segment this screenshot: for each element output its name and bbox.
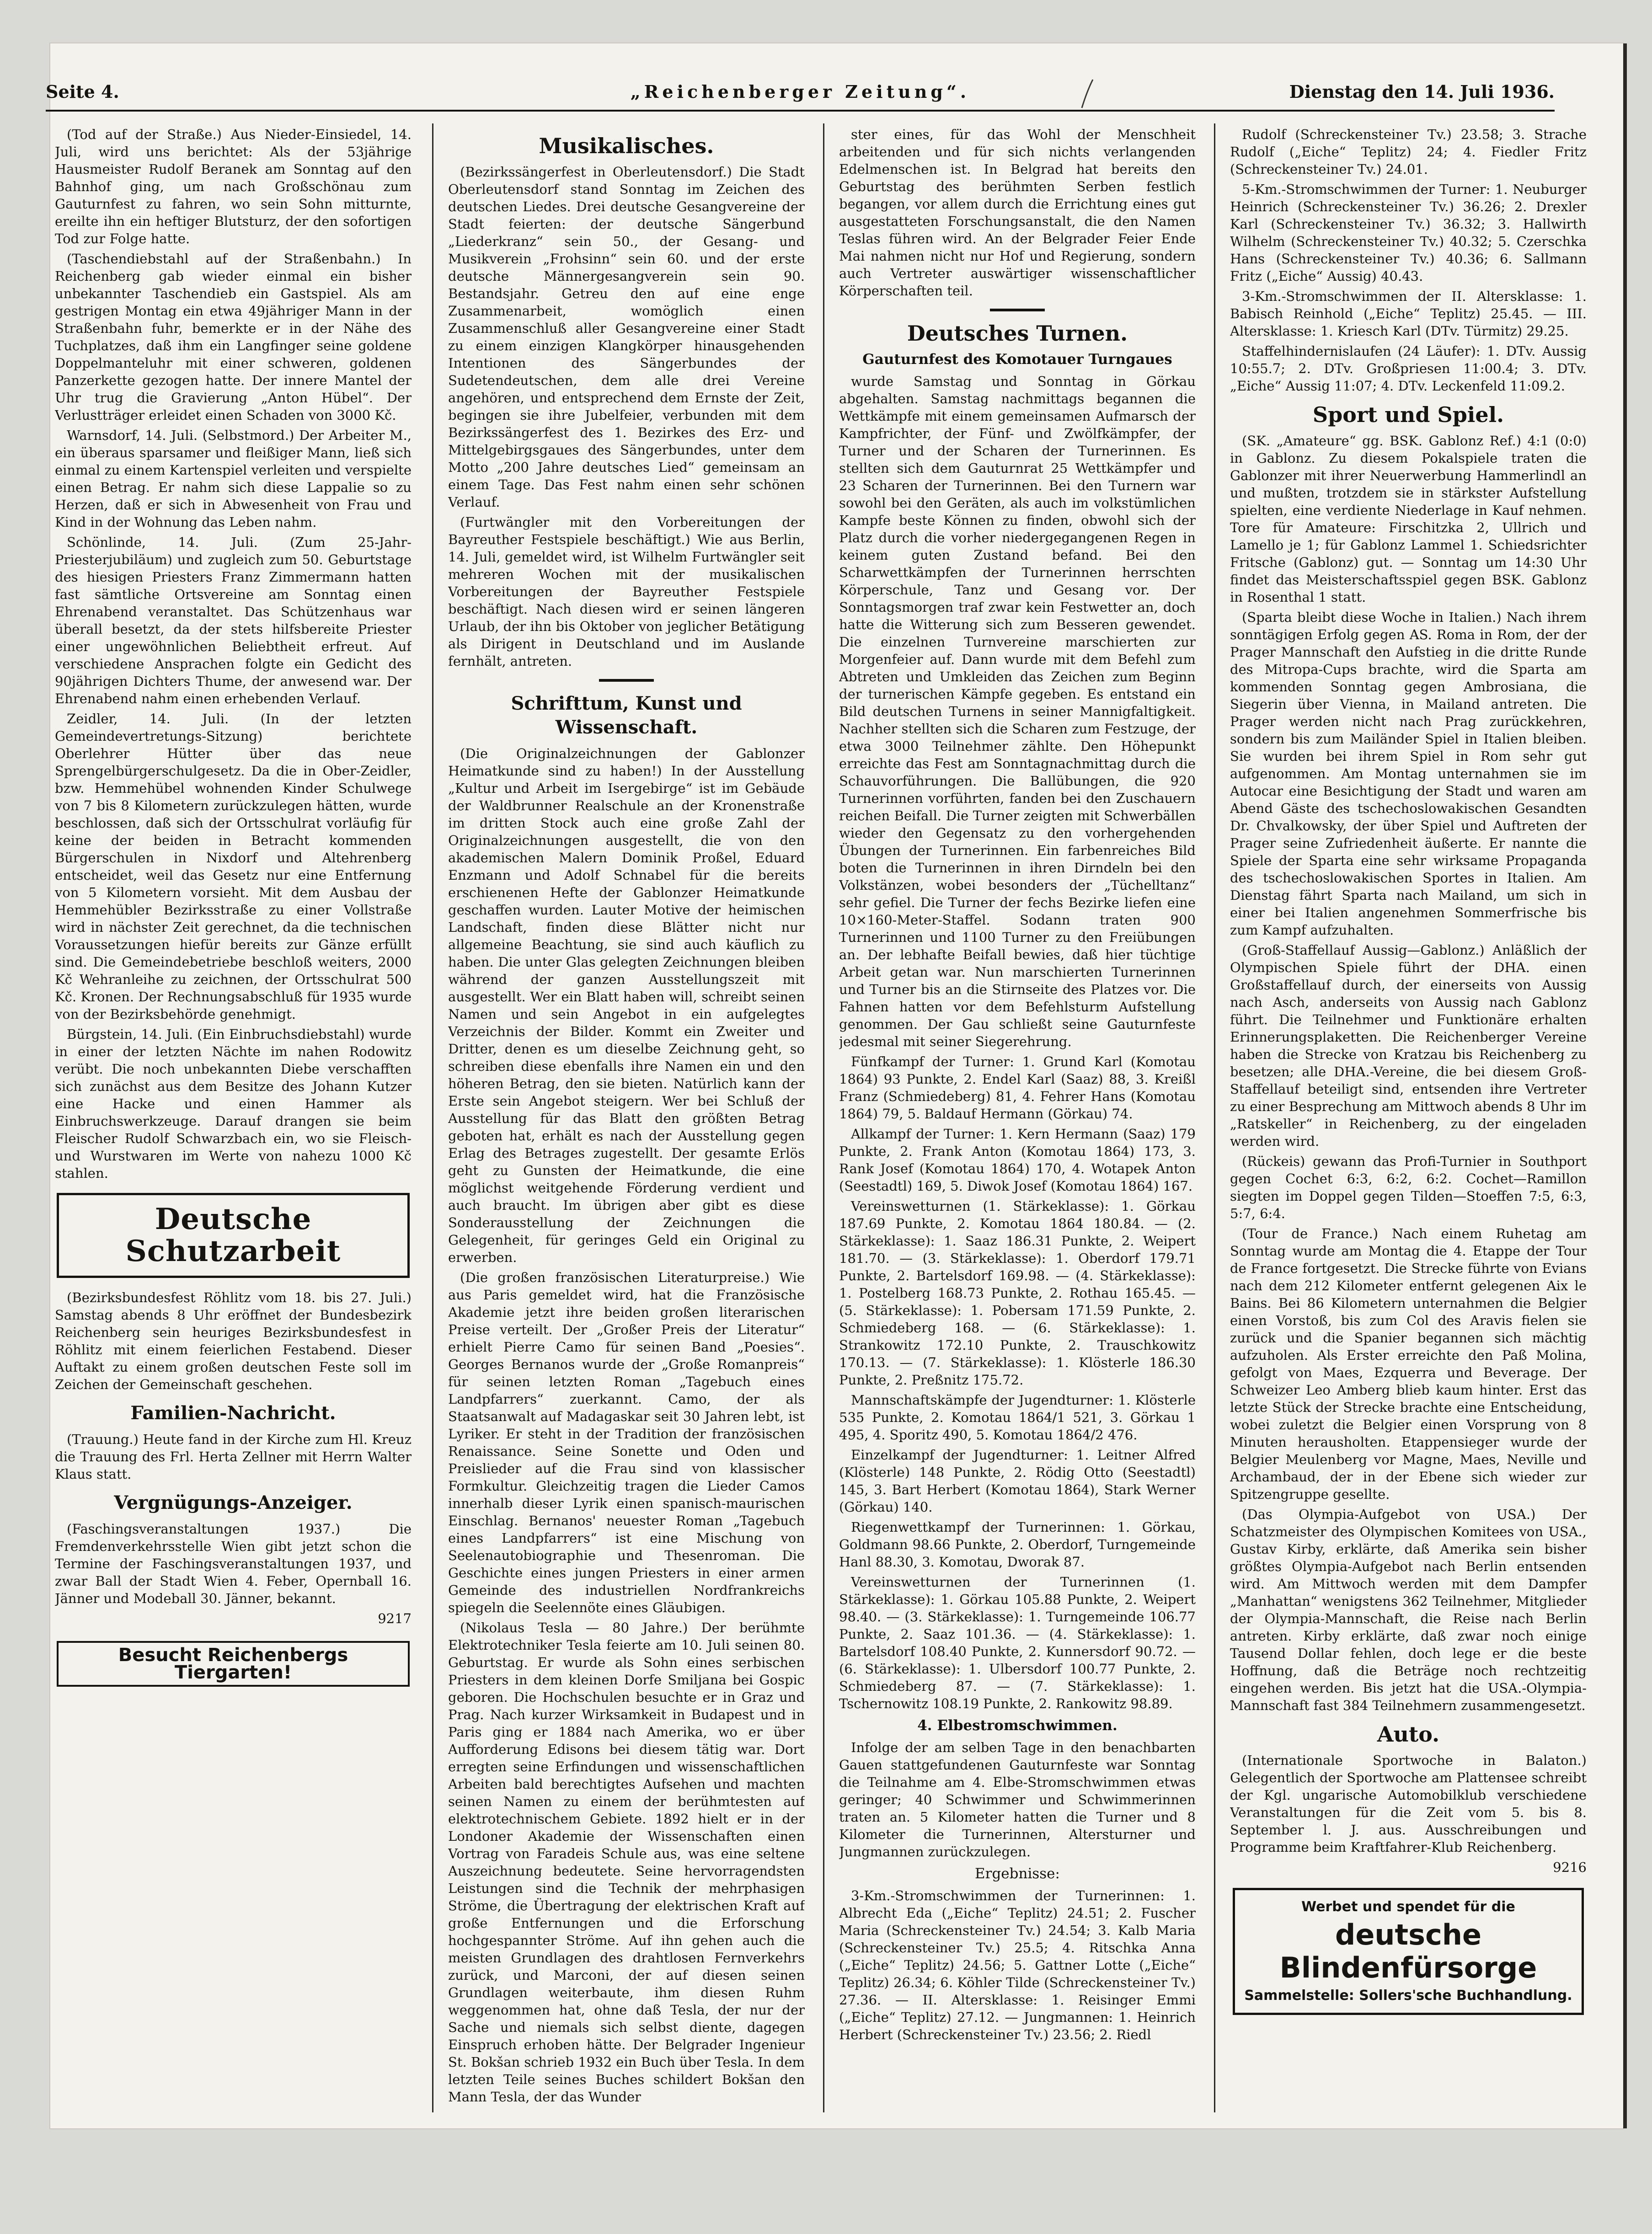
result-list: 3-Km.-Stromschwimmen der II. Altersklasse: 1. Babisch Reinhold („Eiche“ Teplitz) 25.45. — III. Altersklasse: 1. Kriesch Karl (DTv. Türmitz) 29.25. bbox=[1230, 289, 1587, 339]
issue-date: Dienstag den 14. Juli 1936. bbox=[1289, 81, 1555, 102]
column-rule bbox=[432, 123, 433, 2112]
result-list: Allkampf der Turner: 1. Kern Hermann (Saaz) 179 Punkte, 2. Frank Anton (Komotau 1864) 173, 3. Rank Josef (Komotau 1864) 170, 4. Wotapek Anton (Seestadtl) 169, 5. Diwok Josef (Komotau 1864) 167. bbox=[839, 1126, 1196, 1194]
result-list: 3-Km.-Stromschwimmen der Turnerinnen: 1. Albrecht Eda („Eiche“ Teplitz) 24.51; 2. Fuscher Maria (Schreckensteiner Tv.) 24.54; 3. Kalb Maria (Schreckensteiner Tv.) 25.5; 4. Ritschka Anna („Eiche“ Teplitz) 24.56; 5. Gattner Lotte („Eiche“ Teplitz) 26.34; 6. Köhler Tilde (Schreckensteiner Tv.) 27.36. — II. Altersklasse: 1. Reisinger Emmi („Eiche“ Teplitz) 27.12. — Jungmannen: 1. Heinrich Herbert (Schreckensteiner Tv.) 23.56; 2. Riedl bbox=[839, 1888, 1196, 2042]
article: (Furtwängler mit den Vorbereitungen der Bayreuther Festspiele beschäftigt.) Wie aus Berlin, 14. Juli, gemeldet wird, ist Wilhelm Furtwängler seit mehreren Wochen mit der musikalischen Vorbereitungen der Bayreuther Festspiele beschäftigt. Nach diesen wird er seinen längeren Urlaub, der ihn bis Oktober von jeglicher Betätigung als Dirigent in Deutschland und im Auslande fernhält, antreten. bbox=[448, 514, 805, 669]
ad-line: Werbet und spendet für die bbox=[1301, 1899, 1515, 1915]
page-edge bbox=[1623, 43, 1627, 2128]
newspaper-title: „Reichenberger Zeitung“. bbox=[630, 81, 970, 102]
page-header bbox=[46, 78, 1555, 112]
article: (Nikolaus Tesla — 80 Jahre.) Der berühmte Elektrotechniker Tesla feierte am 10. Juli seinen 80. Geburtstag. Er wurde als Sohn eines serbischen Priesters in dem kleinen Dorfe Smiljana bei Gospic geboren. Die Hochschulen besuchte er in Graz und Prag. Nach kurzer Wirksamkeit in Budapest und in Paris ging er 1884 nach Amerika, wo er über Aufforderung Edisons bei diesem tätig war. Dort erregten seine Erfindungen und wissenschaftlichen Arbeiten bald berechtigtes Aufsehen und machten seinen Namen zu einem der berühmtesten auf elektrotechnischem Gebiete. 1892 hielt er in der Londoner Akademie der Wissenschaften einen Vortrag von Faradeis Schule aus, was eine seltene Auszeichnung bedeutete. Seine hervorragendsten Leistungen sind die Technik der mehrphasigen Ströme, die Übertragung der elektrischen Kraft auf große Entfernungen und die Erforschung hochgespannter Ströme. Auf ihn gehen auch die meisten Grundlagen des drahtlosen Fernverkehrs zurück, und Marconi, der auf diesen seinen Grundlagen weiterbaute, ihm diesen Ruhm weggenommen hat, ohne daß Tesla, der nur der Sache und niemals sich selbst diente, dagegen Einspruch erhoben hätte. Der Belgrader Ingenieur St. Bokšan schrieb 1932 ein Buch über Tesla. In dem letzten Teile seines Buches schildert Bokšan den Mann Tesla, der das Wunder bbox=[448, 1620, 805, 2105]
article: Schönlinde, 14. Juli. (Zum 25-Jahr-Priesterjubiläum) und zugleich zum 50. Geburtstage des hiesigen Priesters Franz Zimmermann hatten fast sämtliche Ortsvereine am Sonntag einen Ehrenabend veranstaltet. Das Schützenhaus war überall besetzt, da der stets hilfsbereite Priester einer ungewöhnlichen Beliebtheit erfreut. Auf verschiedene Ansprachen folgte ein Gedicht des 90jährigen Dichters Thume, der anwesend war. Der Ehrenabend nahm einen erhebenden Verlauf. bbox=[55, 534, 412, 706]
article: (Bezirkssängerfest in Oberleutensdorf.) Die Stadt Oberleutensdorf stand Sonntag im Zeichen des deutschen Liedes. Drei deutsche Gesangvereine der Stadt feierten: der deutsche Sängerbund „Liederkranz“ sein 50., der Gesang- und Musikverein „Frohsinn“ sein 60. und der erste deutsche Männergesangverein sein 90. Bestandsjahr. Getreu den auf eine enge Zusammenarbeit, womöglich einen Zusammenschluß aller Gesangvereine einer Stadt zu einem einzigen Klangkörper hinausgehenden Intentionen des Sängerbundes der Sudetendeutschen, dem alle drei Vereine angehören, und entsprechend dem Ernste der Zeit, begingen sie ihre Jubelfeier, verbunden mit dem Bezirkssängerfest des 1. Bezirkes des Erz- und Mittelgebirgsgaues des Sängerbundes, unter dem Motto „200 Jahre deutsches Lied“ gemeinsam an einem Tage. Das Fest nahm einen sehr schönen Verlauf. bbox=[448, 164, 805, 510]
section-title-schrifttum: Schrifttum, Kunst und Wissenschaft. bbox=[511, 693, 742, 738]
article: (Das Olympia-Aufgebot von USA.) Der Schatzmeister des Olympischen Komitees von USA., Gustav Kirby, erklärte, daß Amerika sein bisher größtes Olympia-Aufgebot nach Berlin entsenden wird. Am Mittwoch werden mit dem Dampfer „Manhattan“ wenigstens 362 Teilnehmer, Mitglieder der Olympia-Mannschaft, die Reise nach Berlin antreten. Kirby erklärte, daß zwar noch einige Tausend Dollar fehlen, doch lege er die beste Hoffnung, daß die Beträge noch rechtzeitig eingehen werden. Bis jetzt hat die USA.-Olympia-Mannschaft fast 384 Teilnehmern zusammengesetzt. bbox=[1230, 1507, 1587, 1713]
result-list: 5-Km.-Stromschwimmen der Turner: 1. Neuburger Heinrich (Schreckensteiner Tv.) 36.26; 2. Drexler Karl (Schreckensteiner Tv.) 36.32; 3. Hallwirth Wilhelm (Schreckensteiner Tv.) 40.32; 5. Czerschka Hans (Schreckensteiner Tv.) 40.36; 6. Sallmann Fritz („Eiche“ Aussig) 40.43. bbox=[1230, 182, 1587, 284]
subsection-title: 4. Elbestromschwimmen. bbox=[917, 1717, 1117, 1734]
tiergarten-banner: Besucht Reichenbergs Tiergarten! bbox=[57, 1641, 410, 1687]
section-title-sport: Sport und Spiel. bbox=[1312, 402, 1504, 427]
section-title-auto: Auto. bbox=[1377, 1722, 1440, 1747]
column-rule bbox=[823, 123, 824, 2112]
result-list: Vereinswetturnen der Turnerinnen (1. Stärkeklasse): 1. Görkau 105.88 Punkte, 2. Weipert 98.40. — (3. Stärkeklasse): 1. Turngemeinde 106.77 Punkte, 2. Saaz 101.36. — (4. Stärkeklasse): 1. Bartelsdorf 108.40 Punkte, 2. Kunnersdorf 90.72. — (6. Stärkeklasse): 1. Ulbersdorf 100.77 Punkte, 2. Schmiedeberg 87. — (7. Stärkeklasse): 1. Tschernowitz 108.19 Punkte, 2. Rankowitz 98.89. bbox=[839, 1574, 1196, 1711]
result-list: Einzelkampf der Jugendturner: 1. Leitner Alfred (Klösterle) 148 Punkte, 2. Rödig Otto (Seestadtl) 145, 3. Bart Herbert (Komotau 1864), Stark Werner (Görkau) 140. bbox=[839, 1447, 1196, 1515]
result-list: Mannschaftskämpfe der Jugendturner: 1. Klösterle 535 Punkte, 2. Komotau 1864/1 521, 3. Görkau 1 495, 4. Sporitz 490, 5. Komotau 1864/2 476. bbox=[839, 1392, 1196, 1443]
column-4 bbox=[1230, 126, 1587, 2115]
section-title-turnen: Deutsches Turnen. bbox=[907, 321, 1128, 346]
section-box-schutzarbeit: Deutsche Schutzarbeit bbox=[57, 1193, 410, 1278]
article: (SK. „Amateure“ gg. BSK. Gablonz Ref.) 4:1 (0:0) in Gablonz. Zu diesem Pokalspiele traten die Gablonzer mit ihrer Neuerwerbung Hammerlindl an und mußten, trotzdem sie in stärkster Aufstellung spielten, eine verdiente Niederlage in Kauf nehmen. Tore für Amateure: Firschitzka 2, Ullrich und Lamello je 1; für Gablonz Lammel 1. Schiedsrichter Fritsche (Gablonz) gut. — Sonntag um 14:30 Uhr findet das Meisterschaftsspiel gegen BSK. Gablonz in Rosenthal 1 statt. bbox=[1230, 433, 1587, 605]
article: Warnsdorf, 14. Juli. (Selbstmord.) Der Arbeiter M., ein überaus sparsamer und fleißiger Mann, ließ sich einmal zu einem Kartenspiel verleiten und verspielte einen Betrag. Er nahm sich diese Lappalie so zu Herzen, daß er sich in Abwesenheit von Frau und Kind in der Wohnung das Leben nahm. bbox=[55, 428, 412, 530]
result-list: Rudolf (Schreckensteiner Tv.) 23.58; 3. Strache Rudolf („Eiche“ Teplitz) 24; 4. Fiedler Fritz (Schreckensteiner Tv.) 24.01. bbox=[1230, 127, 1587, 177]
ad-number: 9217 bbox=[378, 1611, 412, 1626]
article: (Trauung.) Heute fand in der Kirche zum Hl. Kreuz die Trauung des Frl. Herta Zellner mit Herrn Walter Klaus statt. bbox=[55, 1432, 412, 1482]
article: (Die großen französischen Literaturpreise.) Wie aus Paris gemeldet wird, hat die Französische Akademie jetzt ihre beiden großen literarischen Preise verteilt. Der „Großer Preis der Literatur“ erhielt Pierre Camo für seinen Band „Poesies“. Georges Bernanos wurde der „Große Romanpreis“ für seinen letzten Roman „Tagebuch eines Landpfarrers“ zuerkannt. Camo, der als Staatsanwalt auf Madagaskar seit 30 Jahren lebt, ist Lyriker. Er steht in der Tradition der französischen Renaissance. Seine Sonette und Oden und Preislieder auf die Frau sind von klassischer Formkultur. Gleichzeitig tragen die Lieder Camos innerhalb dieser Lyrik einen spanisch-maurischen Einschlag. Bernanos' neuester Roman „Tagebuch eines Landpfarrers“ ist eine Mischung von Seelenautobiographie und Thesenroman. Die Geschichte eines jungen Priesters in einer armen Gemeinde des industriellen Nordfrankreichs spiegeln die Seelennöte eines Gläubigen. bbox=[448, 1270, 805, 1615]
subsection-title: Gauturnfest des Komotauer Turngaues bbox=[862, 351, 1172, 368]
ad-number: 9216 bbox=[1553, 1860, 1587, 1875]
divider bbox=[990, 309, 1045, 311]
article: (Groß-Staffellauf Aussig—Gablonz.) Anläßlich der Olympischen Spiele führt der DHA. einen Großstaffellauf durch, der einerseits von Aussig nach Asch, anderseits von Aussig nach Gablonz führt. Die Teilnehmer und Funktionäre erhalten Erinnerungsplaketten. Die Reichenberger Vereine haben die Strecke von Kratzau bis Reichenberg zu besetzen; alle DHA.-Vereine, die bei diesem Groß-Staffellauf beteiligt sind, entsenden ihre Vertreter zu einer Besprechung am Mittwoch abends 8 Uhr im „Ratskeller“ in Reichenberg, zu der eingeladen werden wird. bbox=[1230, 942, 1587, 1149]
page-number: Seite 4. bbox=[46, 81, 119, 102]
article: Zeidler, 14. Juli. (In der letzten Gemeindevertretungs-Sitzung) berichtete Oberlehrer Hütter über das neue Sprengelbürgerschulgesetz. Da die in Ober-Zeidler, bzw. Hemmehübel wohnenden Kinder Schulwege von 7 bis 8 Kilometern zurückzulegen hätten, wurde beschlossen, daß sich der Ortsschulrat vorläufig für keine der beiden in Betracht kommenden Bürgerschulen in Nixdorf und Altehrenberg entscheidet, weil das Gesetz nur eine Entfernung von 5 Kilometern vorsieht. Mit dem Ausbau der Hemmehübler Bezirksstraße zu einer Vollstraße wird in nächster Zeit gerechnet, da die technischen Voraussetzungen hiefür bereits zur Gänze erfüllt sind. Die Gemeindebetriebe beschloß weiters, 2000 Kč Wehranleihe zu zeichnen, der Ortsschulrat 500 Kč. Kronen. Der Rechnungsabschluß für 1935 wurde von der Bezirksbehörde genehmigt. bbox=[55, 711, 412, 1022]
column-1 bbox=[55, 126, 412, 2115]
ad-headline: deutsche Blindenfürsorge bbox=[1279, 1918, 1537, 1984]
section-title-musik: Musikalisches. bbox=[539, 134, 714, 158]
article: (Taschendiebstahl auf der Straßenbahn.) In Reichenberg gab wieder einmal ein bisher unbekannter Taschendieb ein Gastspiel. Als am gestrigen Montag ein etwa 49jähriger Mann in der Straßenbahn fuhr, bemerkte er in der Nähe des Tuchplatzes, daß ihm ein Langfinger seine goldene Doppelmanteluhr mit einer schweren, goldenen Panzerkette gezogen hatte. Der innere Mantel der Uhr trug die Gravierung „Anton Hübel“. Der Verlustträger erleidet einen Schaden von 3000 Kč. bbox=[55, 251, 412, 423]
section-title-familien: Familien-Nachricht. bbox=[130, 1402, 336, 1424]
article: (Tour de France.) Nach einem Ruhetag am Sonntag wurde am Montag die 4. Etappe der Tour de France fortgesetzt. Die Strecke führte von Evians nach dem 212 Kilometer entfernt gelegenen Aix le Bains. Bei 86 Kilometern unternahmen die Belgier einen Vorstoß, bis zum Col des Aravis fielen sie zurück und die Spanier begannen sich mächtig aufzuholen. Als Erster erreichte den Paß Molina, gefolgt von Maes, Ezquerra und Beverage. Der Schweizer Leo Amberg blieb kaum hinter. Erst das letzte Stück der Strecke brachte eine Entscheidung, wobei zuletzt die Belgier einen Vorsprung von 8 Minuten herausholten. Etappensieger wurde der Belgier Meulenberg vor Magne, Maes, Neville und Archambaud, der in der Ebene sich wieder zur Spitzengruppe gesellte. bbox=[1230, 1226, 1587, 1502]
section-title-vergnuegung: Vergnügungs-Anzeiger. bbox=[114, 1492, 353, 1513]
results-label: Ergebnisse: bbox=[975, 1865, 1060, 1882]
article: Infolge der am selben Tage in den benachbarten Gauen stattgefundenen Gauturnfeste war Sonntag die Teilnahme am 4. Elbe-Stromschwimmen etwas geringer; 40 Schwimmer und Schwimmerinnen traten an. 5 Kilometer hatten die Turner und 8 Kilometer die Turnerinnen, Altersturner und Jungmannen zurückzulegen. bbox=[839, 1740, 1196, 1860]
ad-line: Sammelstelle: Sollers'sche Buchhandlung. bbox=[1244, 1988, 1572, 2004]
article: wurde Samstag und Sonntag in Görkau abgehalten. Samstag nachmittags begannen die Wettkämpfe mit einem gemeinsamen Aufmarsch der Kampfrichter, der Fünf- und Zwölfkämpfer, der Turner und der Scharen der Turnerinnen. Es stellten sich dem Gauturnrat 25 Wettkämpfer und 23 Scharen der Turnerinnen. Bei den Turnern war sowohl bei den Geräten, als auch im volkstümlichen Kampfe beste Können zu finden, obwohl sich der Platz durch die vorher niedergegangenen Regen in keinem guten Zustand befand. Bei den Scharwettkämpfen der Turnerinnen herrschten Körperschule, Tanz und Gesang vor. Der Sonntagsmorgen traf zwar kein Festwetter an, doch hatte die Witterung sich zum Besseren gewendet. Die einzelnen Turnvereine marschierten zur Morgenfeier auf. Dann wurde mit dem Befehl zum Abtreten und Umkleiden das Zeichen zum Beginn der turnerischen Kämpfe gegeben. Es entstand ein Bild deutschen Turnens in seiner Mannigfaltigkeit. Nachher stellten sich die Scharen zum Festzuge, der etwa 3000 Teilnehmer zählte. Den Höhepunkt erreichte das Fest am Sonntagnachmittag durch die Schauvorführungen. Die Ballübungen, die 920 Turnerinnen vorführten, fanden bei den Zuschauern reichen Beifall. Die Turner zeigten mit Schwerbällen wieder den Gegensatz zu den vorhergehenden Übungen der Turnerinnen. Ein farbenreiches Bild boten die Turnerinnen in ihren Dirndeln bei den Volkstänzen, wobei besonders der „Tüchelltanz“ sehr gefiel. Die Turner der fechs Bezirke liefen eine 10×160-Meter-Staffel. Sodann traten 900 Turnerinnen und 1100 Turner zu den Freiübungen an. Der lebhafte Beifall bewies, daß hier tüchtige Arbeit getan war. Nun marschierten Turnerinnen und Turner bis an die Stirnseite des Platzes vor. Die Fahnen hatten vor dem Befehlsturm Aufstellung genommen. Der Gau schließt seine Gauturnfeste jedesmal mit seiner Siegerehrung. bbox=[839, 374, 1196, 1049]
article: (Sparta bleibt diese Woche in Italien.) Nach ihrem sonntägigen Erfolg gegen AS. Roma in Rom, der der Prager Mannschaft den Aufstieg in die dritte Runde des Mitropa-Cups brachte, wird die Sparta am kommenden Sonntag gegen Ambrosiana, die Siegerin über Vienna, in Mailand antreten. Die Prager werden nicht nach Prag zurückkehren, sondern bis zum Mailänder Spiel in Italien bleiben. Sie wurden bei ihrem Spiel in Rom sehr gut aufgenommen. Am Montag unternahmen sie im Autocar eine Besichtigung der Stadt und waren am Abend Gäste des tschechoslowakischen Gesandten Dr. Chvalkowsky, der über Spiel und Auftreten der Prager seine Zufriedenheit äußerte. Er nannte die Spiele der Sparta eine sehr wirksame Propaganda des tschechoslowakischen Sportes in Italien. Am Dienstag fährt Sparta nach Mailand, um sich in einer bei Italien angenehmen Sommerfrische bis zum Kampf aufzuhalten. bbox=[1230, 609, 1587, 938]
column-rule bbox=[1214, 123, 1215, 2112]
blindenfuersorge-ad bbox=[1233, 1888, 1584, 2015]
article: (Internationale Sportwoche in Balaton.) Gelegentlich der Sportwoche am Plattensee schreibt der Kgl. ungarische Automobilklub verschiedene Veranstaltungen für die Zeit vom 5. bis 8. September l. J. aus. Ausschreibungen und Programme beim Kraftfahrer-Klub Reichenberg. bbox=[1230, 1753, 1587, 1855]
column-2 bbox=[448, 126, 805, 2115]
article: (Rückeis) gewann das Profi-Turnier in Southport gegen Cochet 6:3, 6:2, 6:2. Cochet—Ramillon siegten im Doppel gegen Tilden—Stoeffen 7:5, 6:3, 5:7, 6:4. bbox=[1230, 1154, 1587, 1221]
divider bbox=[599, 679, 654, 682]
article: (Bezirksbundesfest Röhlitz vom 18. bis 27. Juli.) Samstag abends 8 Uhr eröffnet der Bundesbezirk Reichenberg sein heuriges Bezirksbundesfest in Röhlitz mit einem feierlichen Festabend. Dieser Auftakt zu einem großen deutschen Feste soll im Zeichen der Gemeinschaft geschehen. bbox=[55, 1290, 412, 1392]
result-list: Fünfkampf der Turner: 1. Grund Karl (Komotau 1864) 93 Punkte, 2. Endel Karl (Saaz) 88, 3. Kreißl Franz (Schmiedeberg) 81, 4. Fehrer Hans (Komotau 1864) 79, 5. Baldauf Hermann (Görkau) 74. bbox=[839, 1054, 1196, 1122]
result-list: Staffelhindernislaufen (24 Läufer): 1. DTv. Aussig 10:55.7; 2. DTv. Großpriesen 11:00.4; 3. DTv. „Eiche“ Aussig 11:07; 4. DTv. Leckenfeld 11:09.2. bbox=[1230, 343, 1587, 394]
article: ster eines, für das Wohl der Menschheit arbeitenden und für sich nichts verlangenden Edelmenschen ist. In Belgrad hat bereits den Geburtstag des berühmten Serben festlich begangen, vor allem durch die Errichtung eines gut ausgestatteten Forschungsanstalt, die den Namen Teslas führen wird. An der Belgrader Feier Ende Mai nahmen nicht nur Hof und Regierung, sondern auch Vertreter auswärtiger wissenschaftlicher Körperschaften teil. bbox=[839, 127, 1196, 299]
result-list: Riegenwettkampf der Turnerinnen: 1. Görkau, Goldmann 98.66 Punkte, 2. Oberdorf, Turngemeinde Hanl 88.30, 3. Komotau, Dworak 87. bbox=[839, 1519, 1196, 1570]
article: (Faschingsveranstaltungen 1937.) Die Fremdenverkehrsstelle Wien gibt jetzt schon die Termine der Faschingsveranstaltungen 1937, und zwar Ball der Stadt Wien 4. Feber, Opernball 16. Jänner und Modeball 30. Jänner, bekannt. bbox=[55, 1521, 412, 1606]
article: (Die Originalzeichnungen der Gablonzer Heimatkunde sind zu haben!) In der Ausstellung „Kultur und Arbeit im Isergebirge“ ist im Gebäude der Waldbrunner Realschule an der Kronenstraße im dritten Stock auch eine große Zahl der Originalzeichnungen ausgestellt, die von den akademischen Malern Dominik Proßel, Eduard Enzmann und Adolf Schnabel für die bereits erschienenen Hefte der Gablonzer Heimatkunde geschaffen wurden. Lauter Motive der heimischen Landschaft, finden diese Blätter nicht nur allgemeine Beachtung, sie sind auch käuflich zu haben. Die unter Glas gelegten Zeichnungen bleiben während der ganzen Ausstellungszeit mit ausgestellt. Wer ein Blatt haben will, schreibt seinen Namen und sein Angebot in ein aufgelegtes Verzeichnis der Bilder. Kommt ein Zweiter und Dritter, denen es um dieselbe Zeichnung geht, so schreiben diese ebenfalls ihre Namen ein und den höheren Betrag, den sie bieten. Natürlich kann der Erste sein Angebot steigern. Wer bei Schluß der Ausstellung für das Blatt den größten Betrag geboten hat, erhält es nach der Ausstellung gegen Erlag des Betrages zugestellt. Der gesamte Erlös geht zu Gunsten der Heimatkunde, die eine möglichst weitgehende Förderung verdient und auch braucht. Im übrigen aber gibt es diese Sonderausstellung der Zeichnungen die Gelegenheit, für geringes Geld ein Original zu erwerben. bbox=[448, 746, 805, 1265]
article: (Tod auf der Straße.) Aus Nieder-Einsiedel, 14. Juli, wird uns berichtet: Als der 53jährige Hausmeister Rudolf Beranek am Sonntag auf den Bahnhof ging, um nach Großschönau zum Gauturnfest zu fahren, wo sein Sohn mitturnte, ereilte ihn ein heftiger Blutsturz, der den sofortigen Tod zur Folge hatte. bbox=[55, 127, 412, 246]
column-3 bbox=[839, 126, 1196, 2115]
article: Bürgstein, 14. Juli. (Ein Einbruchsdiebstahl) wurde in einer der letzten Nächte im nahen Rodowitz verübt. Die noch unbekannten Diebe verschafften sich zunächst aus dem Besitze des Johann Kutzer eine Hacke und einen Hammer als Einbruchswerkzeuge. Darauf drangen sie beim Fleischer Rudolf Schwarzbach ein, wo sie Fleisch- und Wurstwaren im Werte von nahezu 1000 Kč stahlen. bbox=[55, 1026, 412, 1181]
result-list: Vereinswetturnen (1. Stärkeklasse): 1. Görkau 187.69 Punkte, 2. Komotau 1864 180.84. — (2. Stärkeklasse): 1. Saaz 186.31 Punkte, 2. Weipert 181.70. — (3. Stärkeklasse): 1. Oberdorf 179.71 Punkte, 2. Bartelsdorf 169.98. — (4. Stärkeklasse): 1. Postelberg 168.73 Punkte, 2. Rothau 165.45. — (5. Stärkeklasse): 1. Pobersam 171.59 Punkte, 2. Schmiedeberg 168. — (6. Stärkeklasse): 1. Strankowitz 172.10 Punkte, 2. Trauschkowitz 170.13. — (7. Stärkeklasse): 1. Klösterle 186.30 Punkte, 2. Preßnitz 175.72. bbox=[839, 1198, 1196, 1388]
